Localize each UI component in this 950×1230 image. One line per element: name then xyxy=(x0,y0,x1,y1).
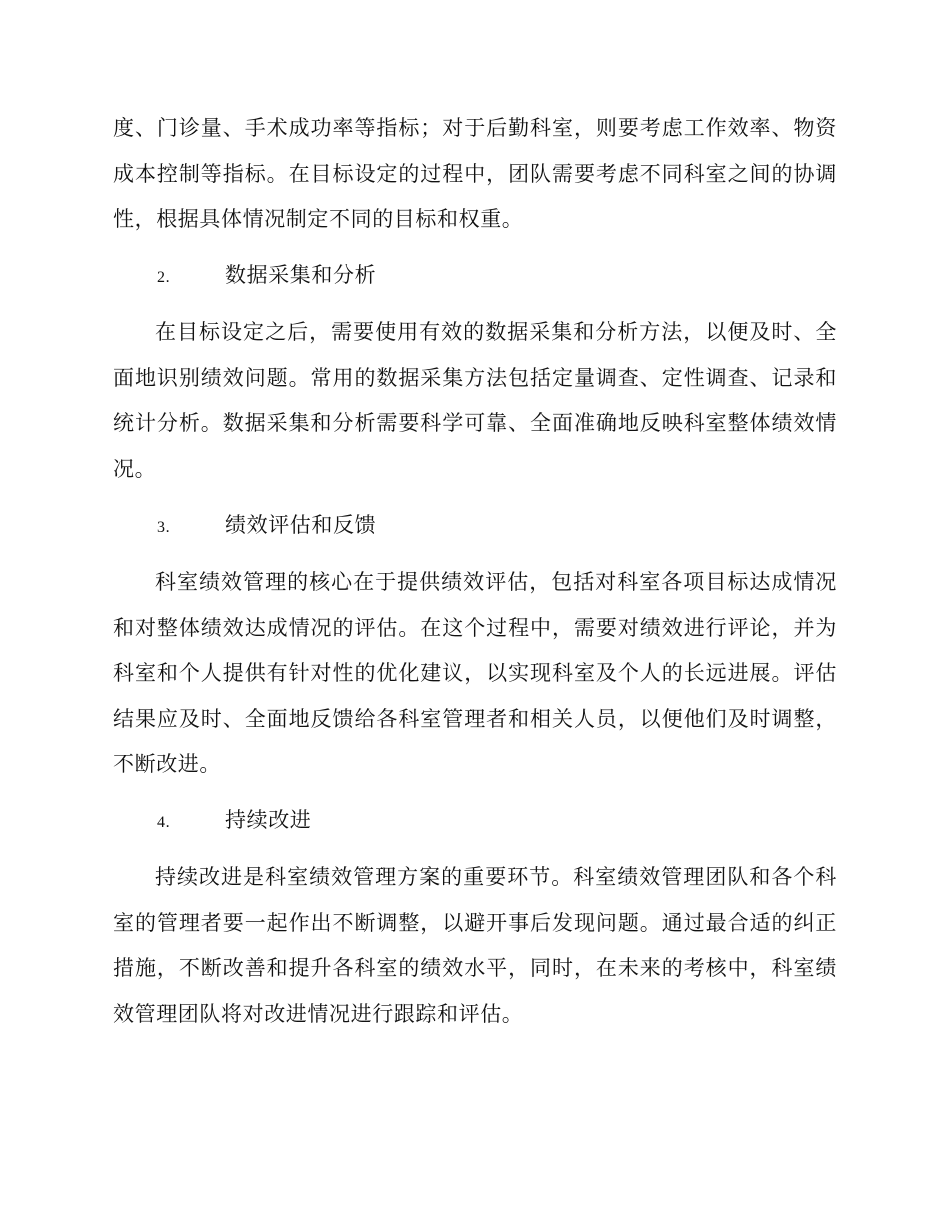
section-heading-3 xyxy=(157,510,757,540)
paragraph-data-collection: 在目标设定之后，需要使用有效的数据采集和分析方法，以便及时、全面地识别绩效问题。常用的数据采集方法包括定量调查、定性调查、记录和统计分析。数据采集和分析需要科学可靠、全面准确地反映科室整体绩效情况。 xyxy=(113,320,837,481)
paragraph-continued: 度、门诊量、手术成功率等指标；对于后勤科室，则要考虑工作效率、物资成本控制等指标。在目标设定的过程中，团队需要考虑不同科室之间的协调性，根据具体情况制定不同的目标和权重。 xyxy=(113,116,837,231)
section-title: 数据采集和分析 xyxy=(225,263,377,287)
paragraph-continuous-improvement: 持续改进是科室绩效管理方案的重要环节。科室绩效管理团队和各个科室的管理者要一起作出不断调整，以避开事后发现问题。通过最合适的纠正措施，不断改善和提升各科室的绩效水平，同时，在未来的考核中，科室绩效管理团队将对改进情况进行跟踪和评估。 xyxy=(113,865,837,1026)
section-number: 3. xyxy=(157,519,171,536)
section-title: 绩效评估和反馈 xyxy=(225,513,377,537)
section-number: 2. xyxy=(157,269,171,286)
section-heading-4 xyxy=(157,805,757,835)
section-title: 持续改进 xyxy=(225,808,312,832)
section-heading-2 xyxy=(157,260,757,290)
paragraph-evaluation: 科室绩效管理的核心在于提供绩效评估，包括对科室各项目标达成情况和对整体绩效达成情况的评估。在这个过程中，需要对绩效进行评论，并为科室和个人提供有针对性的优化建议，以实现科室及个人的长远进展。评估结果应及时、全面地反馈给各科室管理者和相关人员，以便他们及时调整，不断改进。 xyxy=(113,570,837,776)
section-number: 4. xyxy=(157,814,171,831)
